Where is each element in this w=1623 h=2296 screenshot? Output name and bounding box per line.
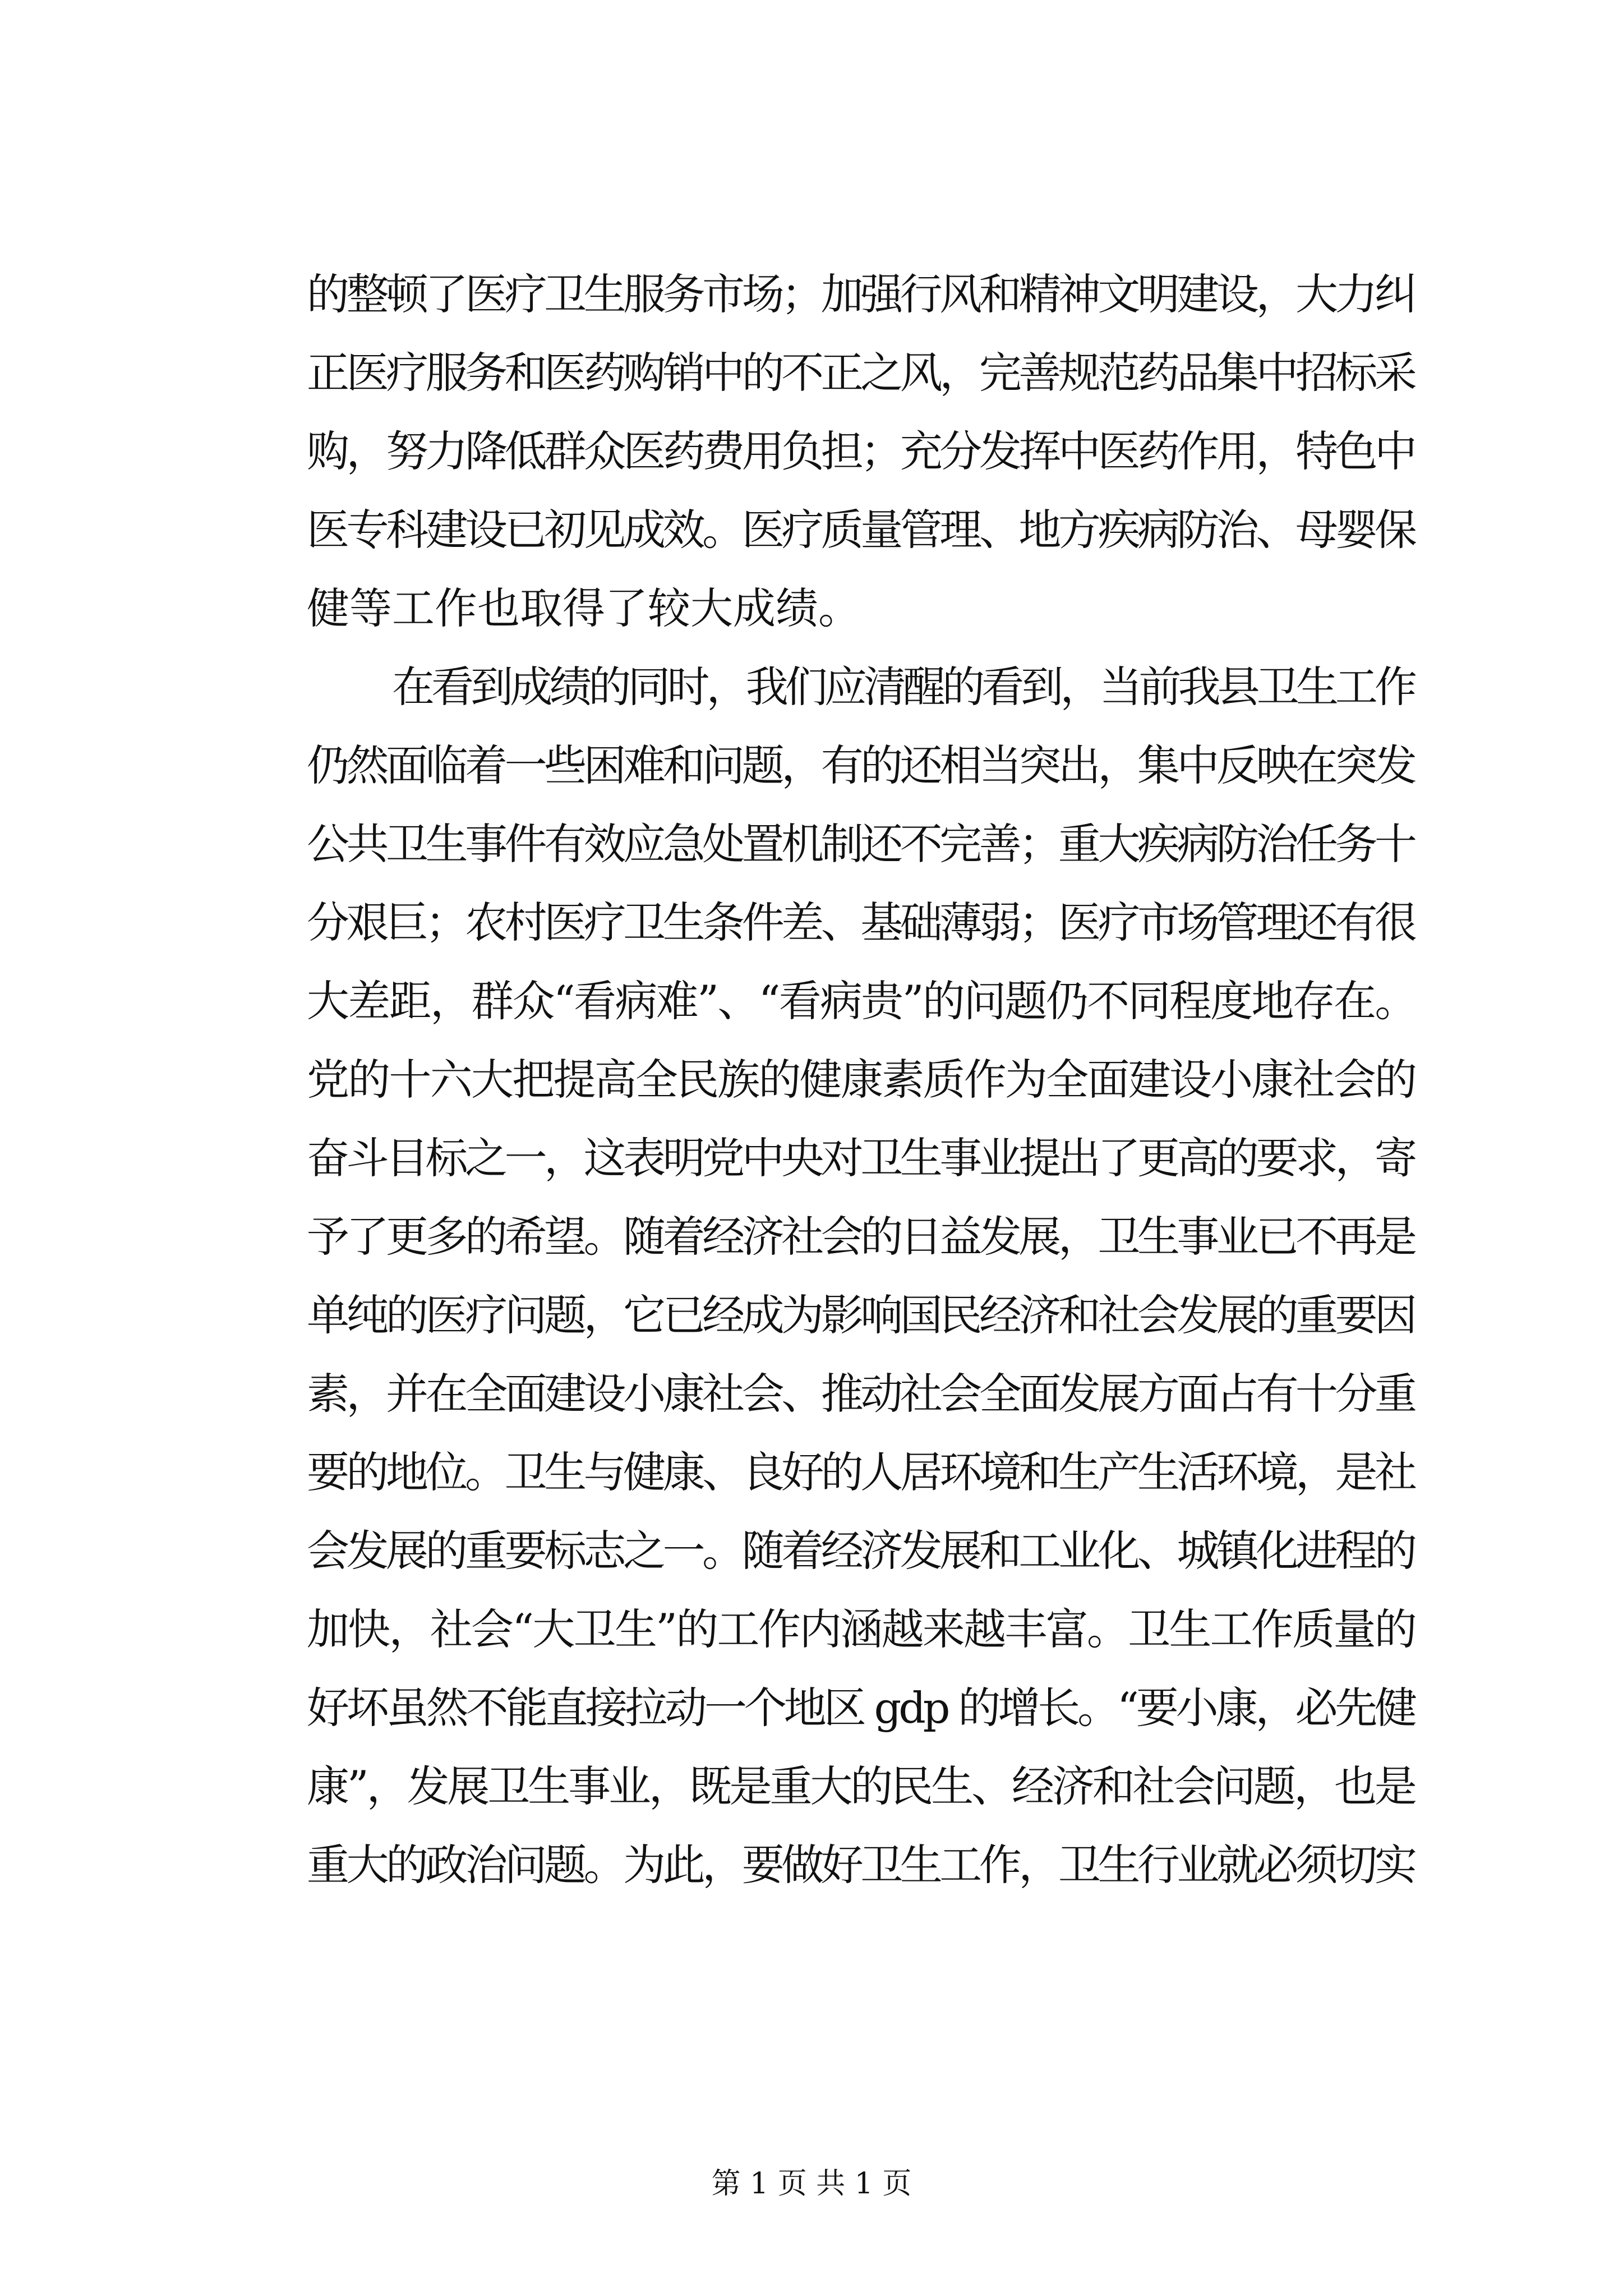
text-line: 素，并在全面建设小康社会、推动社会全面发展方面占有十分重 — [307, 1369, 1414, 1419]
text-line: 公共卫生事件有效应急处置机制还不完善；重大疾病防治任务十 — [307, 819, 1414, 869]
text-line: 加快，社会“大卫生”的工作内涵越来越丰富。卫生工作质量的 — [307, 1604, 1415, 1654]
text-line: 分艰巨；农村医疗卫生条件差、基础薄弱；医疗市场管理还有很 — [307, 898, 1414, 947]
page-number-label: 第 1 页 共 1 页 — [711, 2167, 912, 2201]
text-line: 好坏虽然不能直接拉动一个地区 gdp 的增长。“要小康，必先健 — [307, 1683, 1415, 1733]
text-line: 购，努力降低群众医药费用负担；充分发挥中医药作用，特色中 — [307, 426, 1414, 476]
text-line: 重大的政治问题。为此，要做好卫生工作，卫生行业就必须切实 — [307, 1840, 1414, 1890]
text-line: 会发展的重要标志之一。随着经济发展和工业化、城镇化进程的 — [307, 1526, 1414, 1576]
text-line: 康”，发展卫生事业，既是重大的民生、经济和社会问题，也是 — [307, 1761, 1415, 1811]
text-line: 正医疗服务和医药购销中的不正之风，完善规范药品集中招标采 — [307, 348, 1414, 398]
text-line: 医专科建设已初见成效。医疗质量管理、地方疾病防治、母婴保 — [307, 505, 1414, 555]
text-line: 的整顿了医疗卫生服务市场；加强行风和精神文明建设，大力纠 — [307, 269, 1414, 319]
page-footer — [0, 2164, 1623, 2203]
text-line: 大差距，群众“看病难”、“看病贵”的问题仍不同程度地存在。 — [307, 976, 1416, 1026]
text-line: 单纯的医疗问题，它已经成为影响国民经济和社会发展的重要因 — [307, 1290, 1414, 1340]
paragraph-1 — [307, 255, 1417, 648]
text-line: 仍然面临着一些困难和问题，有的还相当突出，集中反映在突发 — [307, 740, 1414, 790]
text-line: 予了更多的希望。随着经济社会的日益发展，卫生事业已不再是 — [307, 1212, 1414, 1262]
text-line: 在看到成绩的同时，我们应清醒的看到，当前我县卫生工作 — [392, 662, 1414, 712]
text-line: 党的十六大把提高全民族的健康素质作为全面建设小康社会的 — [307, 1055, 1416, 1105]
paragraph-2 — [307, 648, 1417, 1904]
text-line: 健等工作也取得了较大成绩。 — [307, 583, 861, 633]
document-body — [307, 255, 1417, 1904]
text-line: 奋斗目标之一，这表明党中央对卫生事业提出了更高的要求，寄 — [307, 1133, 1414, 1183]
text-line: 要的地位。卫生与健康、良好的人居环境和生产生活环境，是社 — [307, 1447, 1414, 1497]
